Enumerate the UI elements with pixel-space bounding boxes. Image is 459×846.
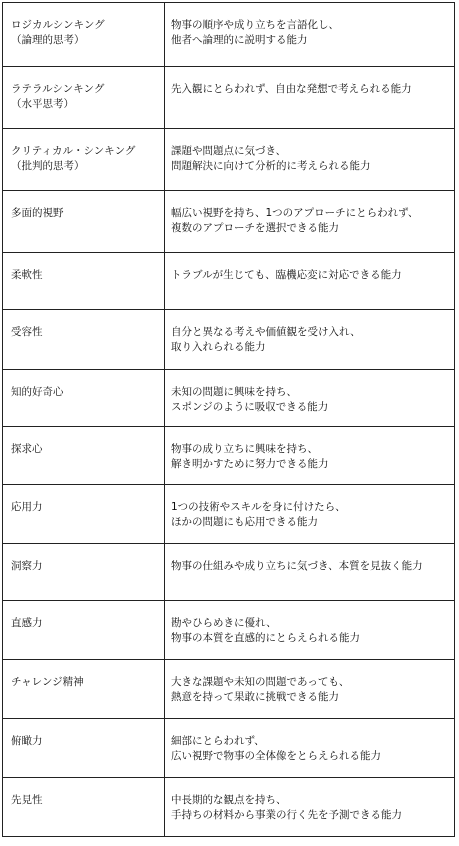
skill-description: 未知の問題に興味を持ち、 スポンジのように吸収できる能力 — [165, 370, 455, 427]
skill-description: 細部にとらわれず、 広い視野で物事の全体像をとらえられる能力 — [165, 719, 455, 778]
skill-description: 幅広い視野を持ち、1つのアプローチにとらわれず、 複数のアプローチを選択できる能力 — [165, 191, 455, 253]
skill-term: ラテラルシンキング （水平思考） — [3, 67, 165, 129]
skill-description: 物事の仕組みや成り立ちに気づき、本質を見抜く能力 — [165, 544, 455, 601]
table-row — [3, 191, 455, 253]
skill-term: 応用力 — [3, 485, 165, 544]
skills-table — [2, 2, 455, 837]
skill-term: ロジカルシンキング （論理的思考） — [3, 3, 165, 67]
skill-term: 知的好奇心 — [3, 370, 165, 427]
skill-term: 直感力 — [3, 601, 165, 660]
skill-term: 俯瞰力 — [3, 719, 165, 778]
skill-description: 物事の成り立ちに興味を持ち、 解き明かすために努力できる能力 — [165, 427, 455, 485]
skill-term: クリティカル・シンキング （批判的思考） — [3, 129, 165, 191]
table-row — [3, 3, 455, 67]
skill-description: 先入観にとらわれず、自由な発想で考えられる能力 — [165, 67, 455, 129]
skill-description: 自分と異なる考えや価値観を受け入れ、 取り入れられる能力 — [165, 310, 455, 370]
skill-term: 柔軟性 — [3, 253, 165, 310]
skill-description: 大きな課題や未知の問題であっても、 熱意を持って果敢に挑戦できる能力 — [165, 660, 455, 719]
skill-description: 勘やひらめきに優れ、 物事の本質を直感的にとらえられる能力 — [165, 601, 455, 660]
table-row — [3, 370, 455, 427]
skill-term: 先見性 — [3, 778, 165, 837]
skill-description: 物事の順序や成り立ちを言語化し、 他者へ論理的に説明する能力 — [165, 3, 455, 67]
skill-term: 多面的視野 — [3, 191, 165, 253]
skill-term: チャレンジ精神 — [3, 660, 165, 719]
skills-table-body — [3, 3, 455, 837]
skill-term: 受容性 — [3, 310, 165, 370]
skill-term: 探求心 — [3, 427, 165, 485]
skill-term: 洞察力 — [3, 544, 165, 601]
table-row — [3, 601, 455, 660]
table-row — [3, 129, 455, 191]
table-row — [3, 544, 455, 601]
skill-description: トラブルが生じても、臨機応変に対応できる能力 — [165, 253, 455, 310]
table-row — [3, 427, 455, 485]
table-row — [3, 719, 455, 778]
skill-description: 中長期的な観点を持ち、 手持ちの材料から事業の行く先を予測できる能力 — [165, 778, 455, 837]
table-row — [3, 310, 455, 370]
table-row — [3, 778, 455, 837]
table-row — [3, 253, 455, 310]
skill-description: 課題や問題点に気づき、 問題解決に向けて分析的に考えられる能力 — [165, 129, 455, 191]
table-row — [3, 660, 455, 719]
table-row — [3, 67, 455, 129]
skill-description: 1つの技術やスキルを身に付けたら、 ほかの問題にも応用できる能力 — [165, 485, 455, 544]
table-row — [3, 485, 455, 544]
